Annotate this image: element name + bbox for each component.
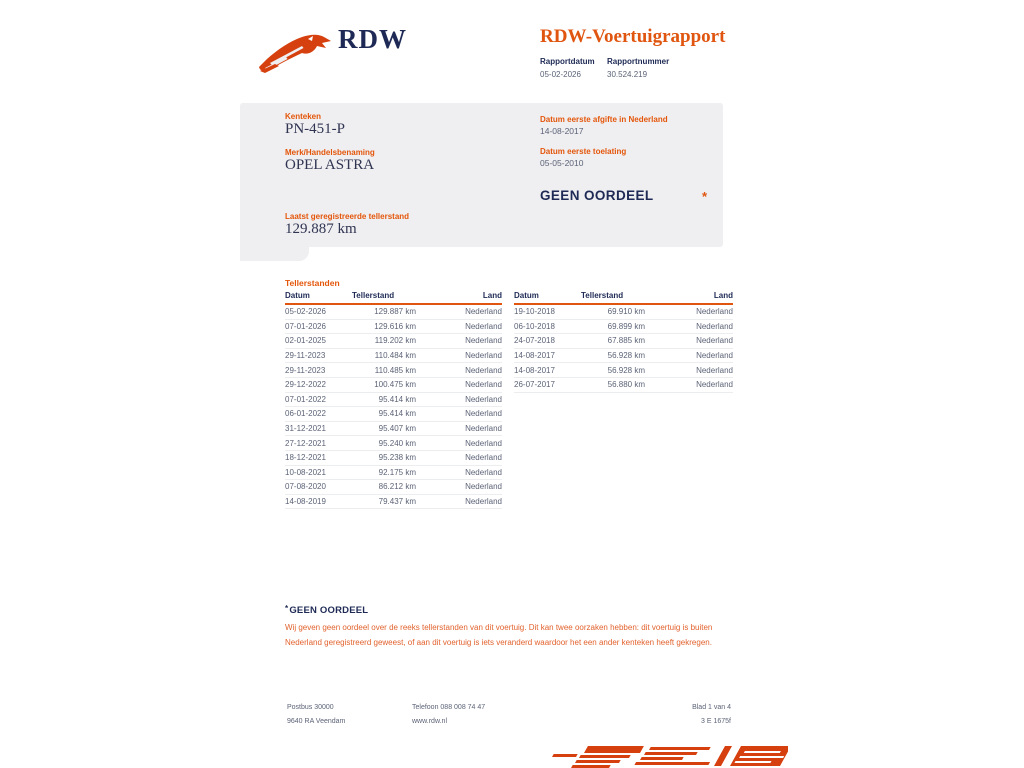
footer-address [287, 701, 345, 729]
footnote-title-text: GEEN OORDEEL [289, 605, 369, 616]
table-cell: 86.212 km [378, 482, 416, 492]
table-cell: 95.414 km [378, 409, 416, 419]
page-title: RDW-Voertuigrapport [540, 26, 726, 47]
laatste-tellerstand-label: Laatst geregistreerde tellerstand [285, 212, 410, 221]
table-cell: 05-02-2026 [285, 307, 326, 317]
table-header-row [514, 291, 733, 305]
table-cell: Nederland [696, 365, 733, 375]
table-row [285, 407, 502, 422]
column-header-land: Land [713, 291, 733, 300]
footer-page-number: Blad 1 van 4 [692, 704, 731, 711]
table-cell: 95.240 km [378, 438, 416, 448]
table-cell: Nederland [696, 351, 733, 361]
table-cell: 18-12-2021 [285, 453, 326, 463]
eerste-toelating-label: Datum eerste toelating [540, 147, 627, 156]
table-cell: 06-10-2018 [514, 321, 555, 331]
eerste-afgifte-value: 14-08-2017 [540, 126, 584, 136]
summary-panel-tab [240, 247, 309, 261]
footnote-body: Wij geven geen oordeel over de reeks tellerstanden van dit voertuig. Dit kan twee oorzaken hebben: dit voertuig is buiten Nederland geregistreerd geweest, of aan dit voertuig is iets veranderd waardoor het een ander kenteken heeft gekregen. [285, 623, 713, 647]
table-cell: 69.910 km [607, 307, 645, 317]
footer-website: www.rdw.nl [412, 718, 448, 725]
table-cell: Nederland [465, 321, 502, 331]
table-row [285, 480, 502, 495]
table-row [285, 422, 502, 437]
footnote-asterisk: * [285, 604, 289, 613]
table-cell: 07-01-2026 [285, 321, 326, 331]
table-cell: Nederland [465, 380, 502, 390]
footer-phone: Telefoon 088 008 74 47 [412, 704, 486, 711]
table-cell: 95.414 km [378, 394, 416, 404]
table-cell: Nederland [465, 453, 502, 463]
report-number-label: Rapportnummer [607, 57, 670, 66]
column-header-datum: Datum [285, 291, 310, 300]
table-cell: Nederland [696, 307, 733, 317]
table-cell: Nederland [696, 336, 733, 346]
report-date-block [540, 57, 595, 79]
table-cell: 95.238 km [378, 453, 416, 463]
table-cell: 92.175 km [378, 467, 416, 477]
rdw-wing-graphic [548, 744, 788, 768]
table-cell: Nederland [465, 307, 502, 317]
table-row [514, 305, 733, 320]
table-cell: Nederland [465, 438, 502, 448]
table-cell: 07-01-2022 [285, 394, 326, 404]
footer-contact [412, 701, 485, 729]
table-cell: 56.880 km [607, 380, 645, 390]
footer-address-line2: 9640 RA Veendam [287, 718, 346, 725]
table-cell: 56.928 km [607, 351, 645, 361]
footnote-block [285, 604, 719, 650]
column-header-tellerstand: Tellerstand [581, 291, 624, 300]
table-cell: 14-08-2019 [285, 497, 326, 507]
table-cell: 29-11-2023 [285, 365, 326, 375]
table-row [285, 393, 502, 408]
merk-label: Merk/Handelsbenaming [285, 148, 375, 157]
table-row [285, 305, 502, 320]
table-cell: 06-01-2022 [285, 409, 326, 419]
table-cell: 110.484 km [374, 351, 416, 361]
table-row [285, 363, 502, 378]
table-row [514, 349, 733, 364]
table-row [285, 320, 502, 335]
table-cell: 129.887 km [374, 307, 416, 317]
table-cell: Nederland [465, 394, 502, 404]
report-number-value: 30.524.219 [607, 70, 648, 79]
table-cell: Nederland [465, 482, 502, 492]
table-cell: 02-01-2025 [285, 336, 326, 346]
table-cell: 29-11-2023 [285, 351, 326, 361]
table-cell: 24-07-2018 [514, 336, 555, 346]
table-cell: 29-12-2022 [285, 380, 326, 390]
table-row [514, 363, 733, 378]
table-row [285, 451, 502, 466]
table-cell: 67.885 km [607, 336, 645, 346]
table-row [514, 320, 733, 335]
eerste-toelating-value: 05-05-2010 [540, 158, 584, 168]
table-cell: 26-07-2017 [514, 380, 555, 390]
table-cell: Nederland [465, 351, 502, 361]
rdw-logo-icon [256, 27, 336, 75]
tellerstanden-section-title: Tellerstanden [285, 278, 340, 288]
table-row [285, 334, 502, 349]
table-cell: 95.407 km [378, 424, 416, 434]
table-cell: Nederland [465, 467, 502, 477]
footnote-title [285, 604, 719, 616]
table-cell: 14-08-2017 [514, 351, 555, 361]
table-row [285, 466, 502, 481]
report-date-label: Rapportdatum [540, 57, 595, 66]
laatste-tellerstand-value: 129.887 km [285, 221, 357, 237]
table-cell: 110.485 km [374, 365, 416, 375]
footer-form-code: 3 E 1675f [701, 718, 731, 725]
table-row [285, 436, 502, 451]
table-cell: Nederland [465, 424, 502, 434]
oordeel-status: GEEN OORDEEL [540, 188, 654, 203]
tellerstanden-table-right [514, 291, 733, 393]
table-row [514, 378, 733, 393]
rdw-wordmark: RDW [338, 24, 407, 54]
table-cell: Nederland [465, 336, 502, 346]
table-cell: 31-12-2021 [285, 424, 326, 434]
table-cell: 79.437 km [378, 497, 416, 507]
column-header-tellerstand: Tellerstand [352, 291, 395, 300]
table-cell: 56.928 km [607, 365, 645, 375]
report-date-value: 05-02-2026 [540, 70, 581, 79]
table-cell: 14-08-2017 [514, 365, 555, 375]
table-row [285, 349, 502, 364]
table-cell: Nederland [696, 380, 733, 390]
footer-address-line1: Postbus 30000 [287, 704, 334, 711]
table-cell: Nederland [465, 365, 502, 375]
column-header-land: Land [482, 291, 502, 300]
table-cell: 69.899 km [607, 321, 645, 331]
column-header-datum: Datum [514, 291, 539, 300]
kenteken-value: PN-451-P [285, 121, 346, 137]
tellerstanden-table-left [285, 291, 502, 509]
merk-value: OPEL ASTRA [285, 157, 375, 173]
table-cell: Nederland [465, 409, 502, 419]
oordeel-asterisk: * [702, 189, 708, 204]
footer-page-info [631, 701, 731, 729]
table-header-row [285, 291, 502, 305]
table-cell: Nederland [465, 497, 502, 507]
table-cell: 10-08-2021 [285, 467, 326, 477]
table-cell: 100.475 km [374, 380, 416, 390]
table-cell: 129.616 km [374, 321, 416, 331]
table-cell: Nederland [696, 321, 733, 331]
table-cell: 19-10-2018 [514, 307, 555, 317]
table-row [514, 334, 733, 349]
table-row [285, 378, 502, 393]
table-cell: 119.202 km [374, 336, 416, 346]
report-number-block [607, 57, 669, 79]
table-cell: 27-12-2021 [285, 438, 326, 448]
eerste-afgifte-label: Datum eerste afgifte in Nederland [540, 115, 668, 124]
kenteken-label: Kenteken [285, 112, 322, 121]
table-row [285, 495, 502, 510]
table-cell: 07-08-2020 [285, 482, 326, 492]
